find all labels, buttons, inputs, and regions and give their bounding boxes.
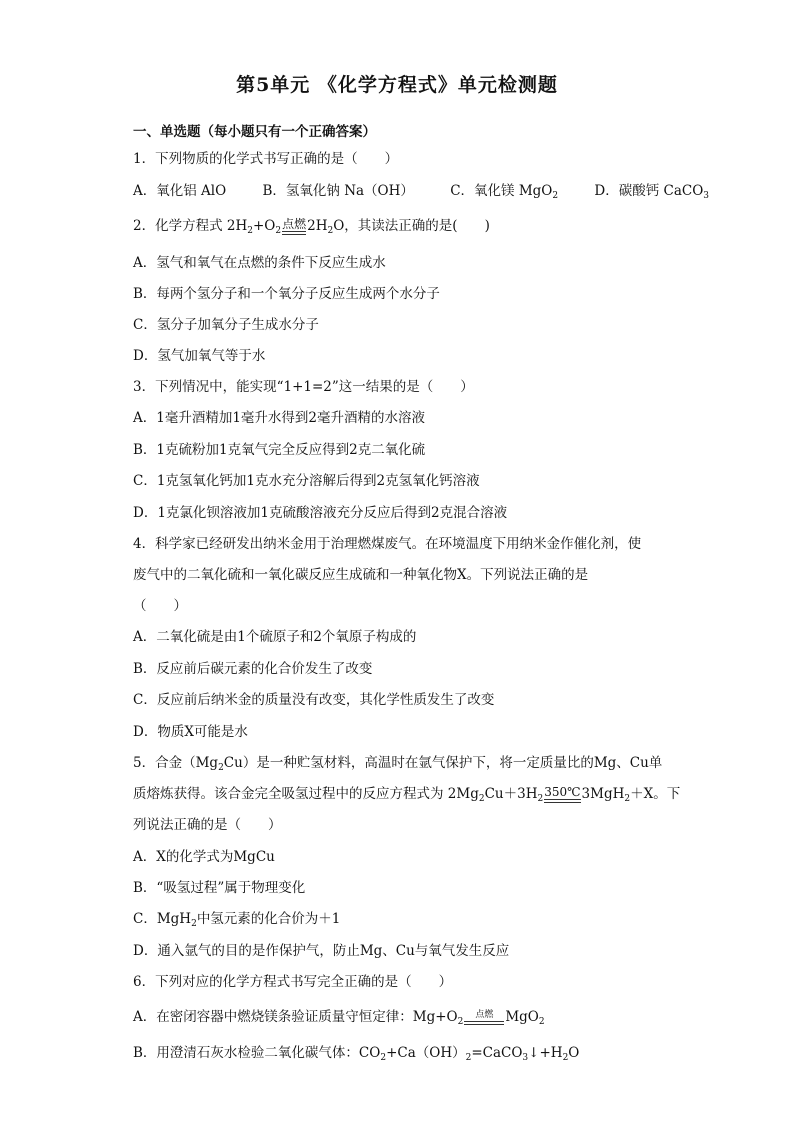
option-b: B．氢氧化钠 Na（OH） — [262, 183, 414, 199]
question-3-option-a: A．1毫升酒精加1毫升水得到2毫升酒精的水溶液 — [133, 410, 426, 426]
question-4-stem-line-3: （ ） — [133, 598, 187, 614]
question-3-option-d: D．1克氯化钡溶液加1克硫酸溶液充分反应后得到2克混合溶液 — [133, 505, 508, 521]
option-a: A．氧化铝 AlO — [133, 183, 227, 199]
question-4-option-b: B．反应前后碳元素的化合价发生了改变 — [133, 661, 373, 677]
reaction-condition: 350℃ — [544, 787, 580, 803]
question-2-option-a: A．氢气和氧气在点燃的条件下反应生成水 — [133, 255, 386, 271]
question-5-option-d: D．通入氩气的目的是作保护气，防止Mg、Cu与氧气发生反应 — [133, 943, 510, 959]
question-6-option-b: B．用澄清石灰水检验二氧化碳气体：$CO_2+Ca(OH)_2=CaCO_3↓+H_2O$ — [133, 1045, 580, 1063]
page-title: 第5单元 《化学方程式》单元检测题 — [236, 74, 558, 96]
question-5-option-a: A．X的化学式为MgCu — [133, 849, 275, 865]
section-heading: 一、单选题（每小题只有一个正确答案） — [133, 124, 376, 140]
option-c: C．氧化镁 MgO$_2$ — [450, 183, 559, 201]
question-4-option-a: A．二氧化硫是由1个硫原子和2个氧原子构成的 — [133, 629, 417, 645]
question-5-option-c: C．MgH$_2$中氢元素的化合价为＋1 — [133, 911, 341, 929]
question-4-stem-line-1: 4．科学家已经研发出纳米金用于治理燃煤废气。在环境温度下用纳米金作催化剂，使 — [133, 536, 642, 552]
question-5-stem-line-3: 列说法正确的是（ ） — [133, 817, 282, 833]
question-2-option-d: D．氢气加氧气等于水 — [133, 348, 266, 364]
question-6-option-a: A．在密闭容器中燃烧镁条验证质量守恒定律：$Mg+O_2$ 点燃 MgO$_2$ — [133, 1009, 545, 1027]
reaction-condition: 点燃 — [464, 1011, 504, 1025]
question-2-option-b: B．每两个氢分子和一个氧分子反应生成两个水分子 — [133, 286, 440, 302]
question-2-option-c: C．氢分子加氧分子生成水分子 — [133, 317, 319, 333]
question-1-stem: 1．下列物质的化学式书写正确的是（ ） — [133, 151, 399, 167]
question-4-option-c: C．反应前后纳米金的质量没有改变，其化学性质发生了改变 — [133, 692, 495, 708]
question-4-stem-line-2: 废气中的二氧化硫和一氧化碳反应生成硫和一种氧化物X。下列说法正确的是 — [133, 567, 589, 583]
question-2-stem: 2．化学方程式 $2H_2+O_2$ 点燃 $2H_2O$，其读法正确的是( ) — [133, 216, 490, 236]
question-5-stem-line-2: 质熔炼获得。该合金完全吸氢过程中的反应方程式为 $2Mg_2Cu+3H_2$ 350℃ 3MgH$_2$＋X。下 — [133, 784, 681, 804]
question-5-stem-line-1: 5．合金$(Mg_2Cu)$是一种贮氢材料，高温时在氩气保护下，将一定质量比的Mg、Cu单 — [133, 755, 663, 773]
question-3-option-c: C．1克氢氧化钙加1克水充分溶解后得到2克氢氧化钙溶液 — [133, 473, 480, 489]
question-5-option-b: B．“吸氢过程”属于物理变化 — [133, 880, 306, 896]
question-4-option-d: D．物质X可能是水 — [133, 724, 248, 740]
question-3-stem: 3．下列情况中，能实现“1+1=2”这一结果的是（ ） — [133, 379, 474, 395]
reaction-condition: 点燃 — [282, 219, 306, 235]
question-1-options — [133, 181, 709, 206]
question-3-option-b: B．1克硫粉加1克氧气完全反应得到2克二氧化硫 — [133, 442, 426, 458]
option-d: D．碳酸钙 CaCO$_3$ — [594, 183, 710, 201]
question-6-stem: 6．下列对应的化学方程式书写完全正确的是（ ） — [133, 974, 453, 990]
